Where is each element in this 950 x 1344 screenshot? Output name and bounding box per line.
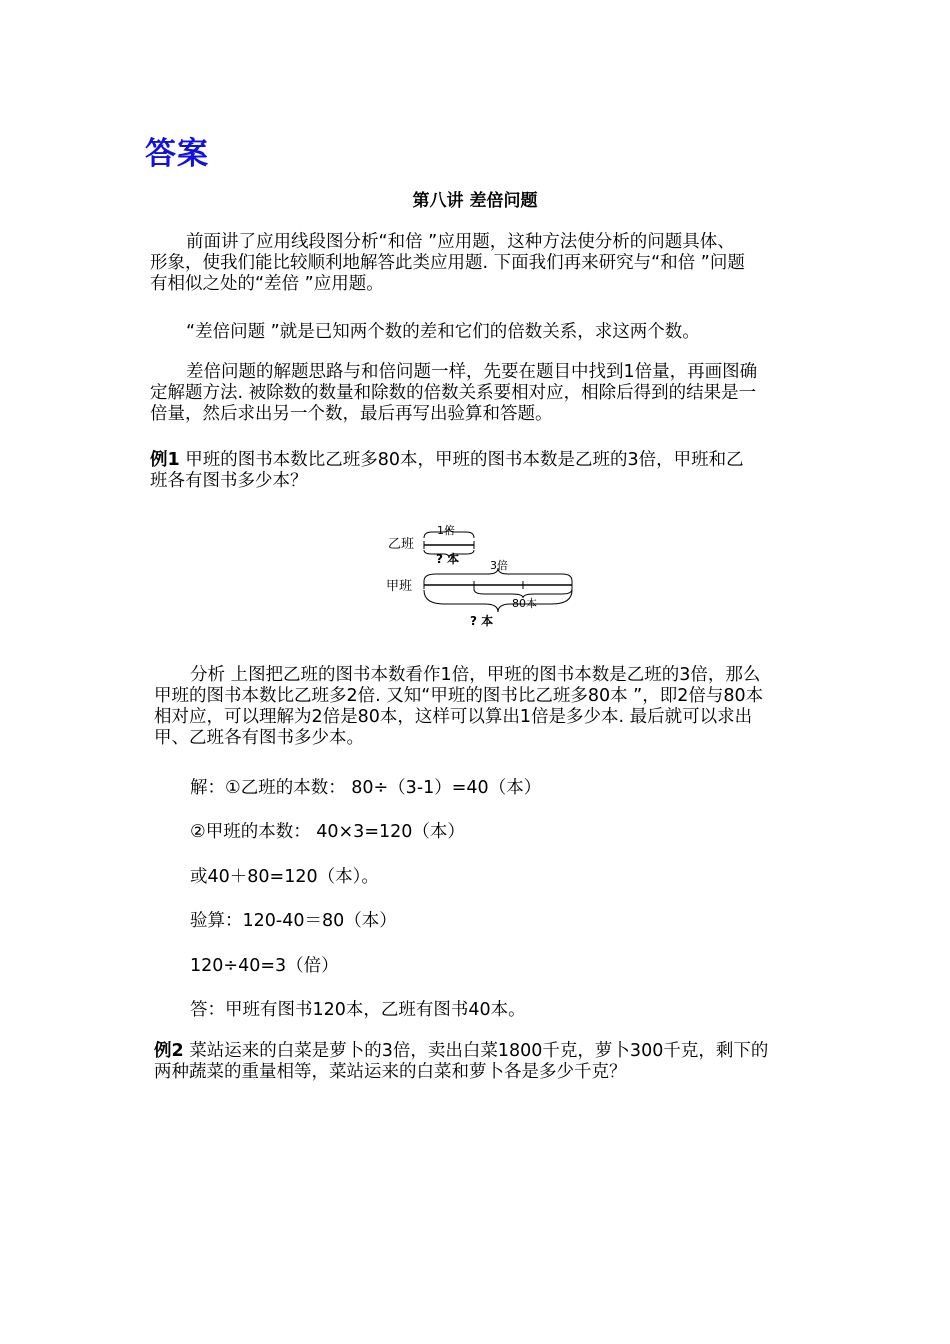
check-line-1: 验算：120-40＝80（本） bbox=[190, 911, 397, 931]
lesson-title: 第八讲 差倍问题 bbox=[412, 191, 538, 211]
diagram-label-yi: 乙班 bbox=[388, 537, 415, 552]
intro-p1-line-3: 有相似之处的“差倍 ”应用题。 bbox=[150, 274, 384, 294]
diagram-q-jia: ? 本 bbox=[470, 614, 494, 628]
intro-p1-line-2: 形象，使我们能比较顺利地解答此类应用题. 下面我们再来研究与“和倍 ”问题 bbox=[150, 253, 745, 273]
example1-label: 例1 bbox=[150, 450, 180, 470]
diagram-q-yi: ? 本 bbox=[436, 552, 460, 566]
analysis-line-1: 分析 上图把乙班的图书本数看作1倍，甲班的图书本数是乙班的3倍，那么 bbox=[190, 665, 761, 685]
diagram-one-times: 1倍 bbox=[437, 524, 455, 537]
diagram-label-jia: 甲班 bbox=[386, 579, 413, 594]
example1-analysis bbox=[154, 665, 814, 749]
example2-question-line-1: 菜站运来的白菜是萝卜的3倍，卖出白菜1800千克，萝卜300千克，剩下的 bbox=[189, 1041, 769, 1061]
line-segment-diagram bbox=[380, 518, 590, 630]
solution-step-1: 解：①乙班的本数： 80÷（3-1）=40（本） bbox=[190, 778, 542, 798]
example2-question-line-2: 两种蔬菜的重量相等，菜站运来的白菜和萝卜各是多少千克？ bbox=[154, 1062, 627, 1082]
intro-p3-line-2: 定解题方法. 被除数的数量和除数的倍数关系要相对应，相除后得到的结果是一 bbox=[150, 383, 757, 403]
intro-p1-line-1: 前面讲了应用线段图分析“和倍 ”应用题，这种方法使分析的问题具体、 bbox=[186, 232, 735, 252]
final-answer: 答：甲班有图书120本，乙班有图书40本。 bbox=[190, 1000, 526, 1020]
diagram-three-times: 3倍 bbox=[490, 559, 508, 572]
analysis-line-2: 甲班的图书本数比乙班多2倍. 又知“甲班的图书比乙班多80本 ”，即2倍与80本 bbox=[154, 686, 764, 706]
intro-paragraph-1 bbox=[150, 232, 810, 295]
example2-question bbox=[154, 1041, 814, 1083]
intro-p3-line-1: 差倍问题的解题思路与和倍问题一样，先要在题目中找到1倍量，再画图确 bbox=[186, 362, 758, 382]
intro-paragraph-2: “差倍问题 ”就是已知两个数的差和它们的倍数关系，求这两个数。 bbox=[186, 322, 700, 342]
example1-question bbox=[150, 450, 810, 492]
solution-step-2: ②甲班的本数： 40×3=120（本） bbox=[190, 822, 465, 842]
analysis-line-3: 相对应，可以理解为2倍是80本，这样可以算出1倍是多少本. 最后就可以求出 bbox=[154, 707, 753, 727]
answer-heading: 答案 bbox=[145, 136, 209, 172]
diagram-diff: 80本 bbox=[512, 597, 537, 610]
example1-question-line-1: 甲班的图书本数比乙班多80本，甲班的图书本数是乙班的3倍，甲班和乙 bbox=[185, 450, 744, 470]
solution-alternative: 或40＋80=120（本）。 bbox=[190, 867, 379, 887]
example2-label: 例2 bbox=[154, 1041, 184, 1061]
intro-p3-line-3: 倍量，然后求出另一个数，最后再写出验算和答题。 bbox=[150, 404, 553, 424]
intro-paragraph-3 bbox=[150, 362, 810, 425]
check-line-2: 120÷40=3（倍） bbox=[190, 956, 339, 976]
example1-question-line-2: 班各有图书多少本？ bbox=[150, 471, 308, 491]
analysis-line-4: 甲、乙班各有图书多少本。 bbox=[154, 728, 364, 748]
jia-bottom-brace bbox=[424, 590, 572, 612]
